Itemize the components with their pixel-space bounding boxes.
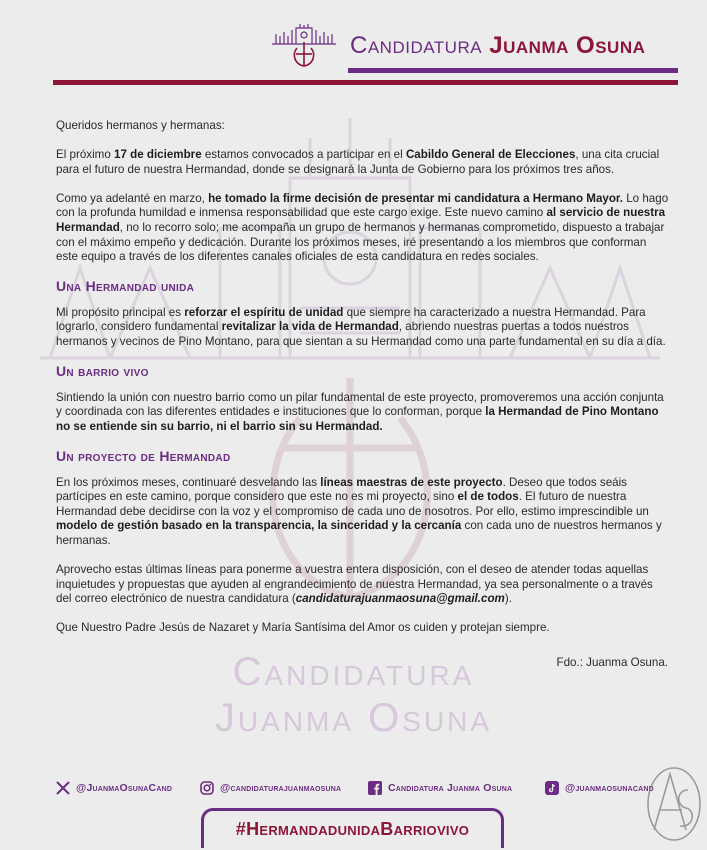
header-title-name: Juanma Osuna [489, 32, 646, 59]
x-handle[interactable]: @JuanmaOsunaCand [76, 782, 173, 794]
header-purple-bar [348, 68, 678, 73]
bold-todos: el de todos [457, 490, 519, 504]
header-title [350, 32, 645, 60]
corner-monogram-icon [640, 760, 704, 845]
email-link[interactable]: candidaturajuanmaosuna@gmail.com [295, 592, 505, 606]
paragraph-barrio: Sintiendo la unión con nuestro barrio como un pilar fundamental de este proyecto, promoveremos una acción conjunta y coordinada con las diferentes entidades e instituciones que lo conforman, porque la Hermandad de Pino Montano no se entiende sin su barrio, ni el barrio sin su Hermandad. [56, 390, 664, 433]
header-red-bar [53, 80, 678, 85]
watermark-line-2: Juanma Osuna [214, 696, 493, 740]
page-header [0, 0, 707, 95]
paragraph-elections: El próximo 17 de diciembre estamos convocados a participar en el Cabildo General de Elecciones, una cita crucial para el futuro de nuestra Hermandad, donde se designará la Junta de Gobierno para los próximos tres años. [56, 148, 660, 176]
bold-date: 17 de diciembre [114, 148, 202, 162]
paragraph-contact: Aprovecho estas últimas líneas para ponerme a vuestra entera disposición, con el deseo de atender todas aquellas inquietudes y propuestas que ayuden al engrandecimiento de nuestra Hermandad, ya sea personalmente o a través del correo electrónico de nuestra candidatura (candidaturajuanmaosuna@gmail.com). [56, 563, 653, 606]
header-title-candidatura: Candidatura [350, 32, 483, 59]
facebook-handle[interactable]: Candidatura Juanma Osuna [388, 782, 513, 794]
paragraph-unity: Mi propósito principal es reforzar el espíritu de unidad que siempre ha caracterizado a nuestra Hermandad. Para lograrlo, considero fundamental revitalizar la vida de Hermandad, abriendo nuestras puertas a todos nuestros hermanos y vecinos de Pino Montano, para que sientan a su Hermandad como una parte fundamental en su día a día. [56, 305, 666, 349]
facebook-logo-icon [368, 781, 382, 795]
bold-service: al servicio de nuestra Hermandad [56, 206, 666, 234]
paragraph-candidacy: Como ya adelanté en marzo, he tomado la firme decisión de presentar mi candidatura a Hermano Mayor. Lo hago con la profunda humildad e inmensa responsabilidad que este cargo exige. Este nuevo camino al servicio de nuestra Hermandad, no lo recorro solo; me acompaña un grupo de hermanos y hermanas comprometido, dispuesto a trabajar con el máximo empeño y dedicación. Durante los próximos meses, iré presentando a los miembros que conforman este equipo a través de los diferentes canales oficiales de esta candidatura en redes sociales. [56, 191, 669, 264]
instagram-handle[interactable]: @candidaturajuanmaosuna [220, 782, 342, 794]
social-tiktok[interactable] [545, 778, 654, 798]
bold-revitalize: revitalizar la vida de Hermandad [221, 320, 399, 334]
tiktok-handle[interactable]: @juanmaosunacand [565, 782, 654, 794]
x-logo-icon [56, 781, 70, 795]
bold-lineas: líneas maestras de este proyecto [320, 475, 503, 489]
watermark-line-1: Candidatura [232, 650, 475, 694]
bold-modelo: modelo de gestión basado en la transparencia, la sinceridad y la cercanía [56, 519, 462, 533]
bold-unity: reforzar el espíritu de unidad [184, 305, 344, 319]
hashtag-banner: #HermandadunidaBarriovivo [201, 808, 504, 848]
bold-cabildo: Cabildo General de Elecciones [405, 148, 576, 162]
bold-decision: he tomado la firme decisión de presentar mi candidatura a Hermano Mayor. [208, 191, 624, 205]
bold-barrio: la Hermandad de Pino Montano no se entiende sin su barrio, ni el barrio sin su Hermandad. [56, 405, 659, 433]
greeting: Queridos hermanos y hermanas: [56, 119, 225, 132]
heading-hermandad-unida: Una Hermandad unida [56, 278, 195, 295]
paragraph-proyecto: En los próximos meses, continuaré desvelando las líneas maestras de este proyecto. Deseo que todos seáis partícipes en este camino, porque considero que este no es mi proyecto, sino el de todos. El futuro de nuestra Hermandad debe decidirse con la voz y el compromiso de cada uno de nosotros. Por ello, estimo imprescindible un modelo de gestión basado en la transparencia, la sinceridad y la cercanía con cada uno de nuestros hermanos y hermanas. [56, 475, 662, 547]
social-x[interactable] [56, 778, 172, 798]
social-instagram[interactable] [200, 778, 341, 798]
heading-barrio-vivo: Un barrio vivo [56, 363, 149, 380]
hermandad-emblem-icon [270, 24, 338, 68]
social-facebook[interactable] [368, 778, 512, 798]
letter-body [56, 119, 671, 685]
tiktok-logo-icon [545, 781, 559, 795]
signature: Fdo.: Juanma Osuna. [556, 655, 668, 669]
heading-proyecto: Un proyecto de Hermandad [56, 448, 231, 464]
instagram-logo-icon [200, 781, 214, 795]
paragraph-blessing: Que Nuestro Padre Jesús de Nazaret y María Santísima del Amor os cuiden y protejan siempre. [56, 621, 550, 635]
